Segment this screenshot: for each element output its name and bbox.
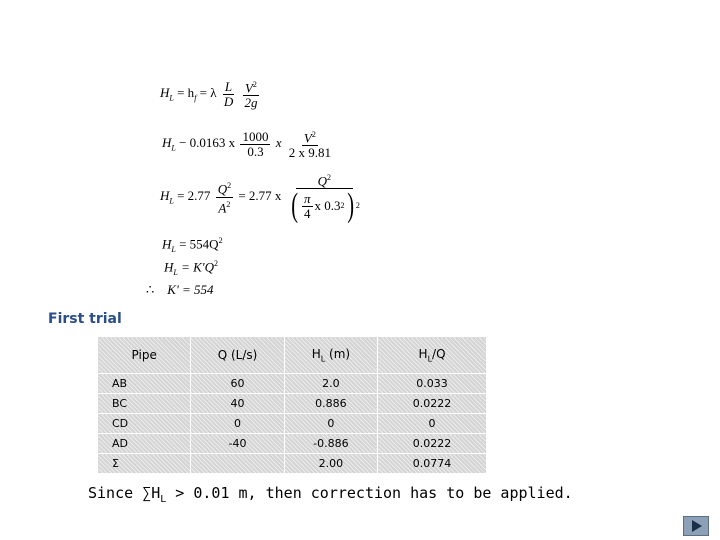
table-row bbox=[98, 374, 487, 394]
cell-hl: -0.886 bbox=[284, 434, 377, 454]
next-slide-button[interactable] bbox=[683, 516, 709, 536]
equation-line-4: $H_L = 554Q^2$ bbox=[162, 236, 223, 254]
cell-pipe: AD bbox=[98, 434, 191, 454]
cell-q bbox=[191, 454, 284, 474]
table-row bbox=[98, 414, 487, 434]
cell-q: 0 bbox=[191, 414, 284, 434]
cell-pipe: Σ bbox=[98, 454, 191, 474]
table-header-row bbox=[98, 337, 487, 374]
cell-hlq: 0.0222 bbox=[378, 394, 487, 414]
equation-line-2: $H_L - 0.0163$ x $\frac{1000}{0.3}$ x $\frac{V^2}{2 x 9.81}$ bbox=[162, 128, 331, 161]
first-trial-table bbox=[97, 336, 487, 474]
cell-pipe: AB bbox=[98, 374, 191, 394]
table-row bbox=[98, 434, 487, 454]
cell-hl: 2.00 bbox=[284, 454, 377, 474]
header-hl-over-q: $H_L/Q$ bbox=[378, 337, 487, 374]
cell-pipe: CD bbox=[98, 414, 191, 434]
equation-line-3: $H_L = 2.77$ $\frac{Q^2}{A^2}$ = 2.77 x $Q^2$ ( $\frac{\pi}{4}$ x 0.3 2 ) 2 bbox=[160, 173, 360, 225]
equation-line-6: ∴ K' = 554 bbox=[146, 282, 214, 297]
header-pipe: Pipe bbox=[98, 337, 191, 374]
cell-q: -40 bbox=[191, 434, 284, 454]
cell-hl: 0.886 bbox=[284, 394, 377, 414]
table-sum-row bbox=[98, 454, 487, 474]
cell-hl: 0 bbox=[284, 414, 377, 434]
cell-hlq: 0 bbox=[378, 414, 487, 434]
table-row bbox=[98, 394, 487, 414]
cell-q: 40 bbox=[191, 394, 284, 414]
conclusion-text: Since $\sum H_L > 0.01$ m, then correction has to be applied. bbox=[88, 484, 573, 505]
header-q: Q (L/s) bbox=[191, 337, 284, 374]
cell-hlq: 0.033 bbox=[378, 374, 487, 394]
equation-line-5: $H_L = K'Q^2$ bbox=[164, 259, 218, 277]
header-hl: $H_L$ (m) bbox=[284, 337, 377, 374]
cell-hlq: 0.0774 bbox=[378, 454, 487, 474]
play-arrow-icon bbox=[684, 517, 708, 535]
cell-q: 60 bbox=[191, 374, 284, 394]
equation-line-1: $H_L = h_f = \lambda$ $\frac{L}{D}$ $\frac{V^2}{2g}$ bbox=[160, 78, 258, 111]
cell-pipe: BC bbox=[98, 394, 191, 414]
cell-hl: 2.0 bbox=[284, 374, 377, 394]
section-heading: First trial bbox=[48, 311, 122, 327]
cell-hlq: 0.0222 bbox=[378, 434, 487, 454]
